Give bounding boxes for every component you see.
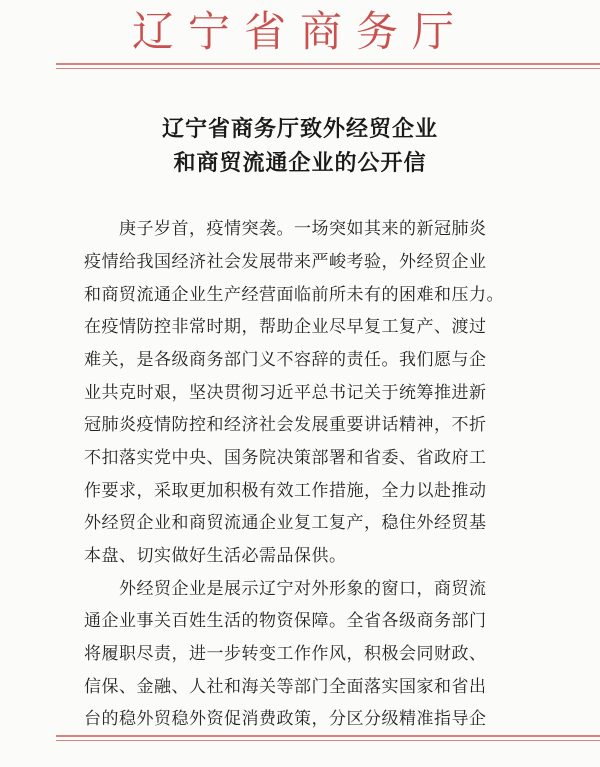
document-title-line-2: 和商贸流通企业的公开信	[173, 151, 427, 176]
body-line: 信保、金融、人社和海关等部门全面落实国家和省出	[84, 677, 487, 697]
body-line: 庚子岁首，疫情突袭。一场突如其来的新冠肺炎	[84, 219, 487, 239]
body-line: 不扣落实党中央、国务院决策部署和省委、省政府工	[84, 448, 487, 468]
body-line: 疫情给我国经济社会发展带来严峻考验，外经贸企业	[84, 252, 487, 272]
document-title-line-1: 辽宁省商务厅致外经贸企业	[161, 117, 438, 142]
body-line: 通企业事关百姓生活的物资保障。全省各级商务部门	[84, 611, 487, 631]
body-line: 难关，是各级商务部门义不容辞的责任。我们愿与企	[84, 350, 487, 370]
body-line: 外经贸企业和商贸流通企业复工复产，稳住外经贸基	[84, 513, 487, 533]
footer-rule-thick	[56, 735, 600, 737]
body-line: 冠肺炎疫情防控和经济社会发展重要讲话精神，不折	[84, 415, 487, 435]
body-line: 作要求，采取更加积极有效工作措施，全力以赴推动	[84, 481, 487, 501]
body-line: 外经贸企业是展示辽宁对外形象的窗口，商贸流	[84, 579, 487, 599]
body-line: 业共克时艰，坚决贯彻习近平总书记关于统筹推进新	[84, 383, 487, 403]
footer-rule-thin	[56, 740, 600, 741]
letterhead-rule-thin	[56, 68, 600, 69]
letterhead-rule-thick	[56, 63, 600, 65]
letterhead-title: 辽宁省商务厅	[131, 7, 468, 56]
body-line: 在疫情防控非常时期，帮助企业尽早复工复产、渡过	[84, 317, 487, 337]
body-line: 和商贸流通企业生产经营面临前所未有的困难和压力。	[84, 285, 504, 305]
body-line: 将履职尽责，进一步转变工作作风，积极会同财政、	[84, 644, 487, 664]
body-line: 本盘、切实做好生活必需品保供。	[84, 546, 347, 566]
body-line: 台的稳外贸稳外资促消费政策，分区分级精准指导企	[84, 709, 487, 729]
